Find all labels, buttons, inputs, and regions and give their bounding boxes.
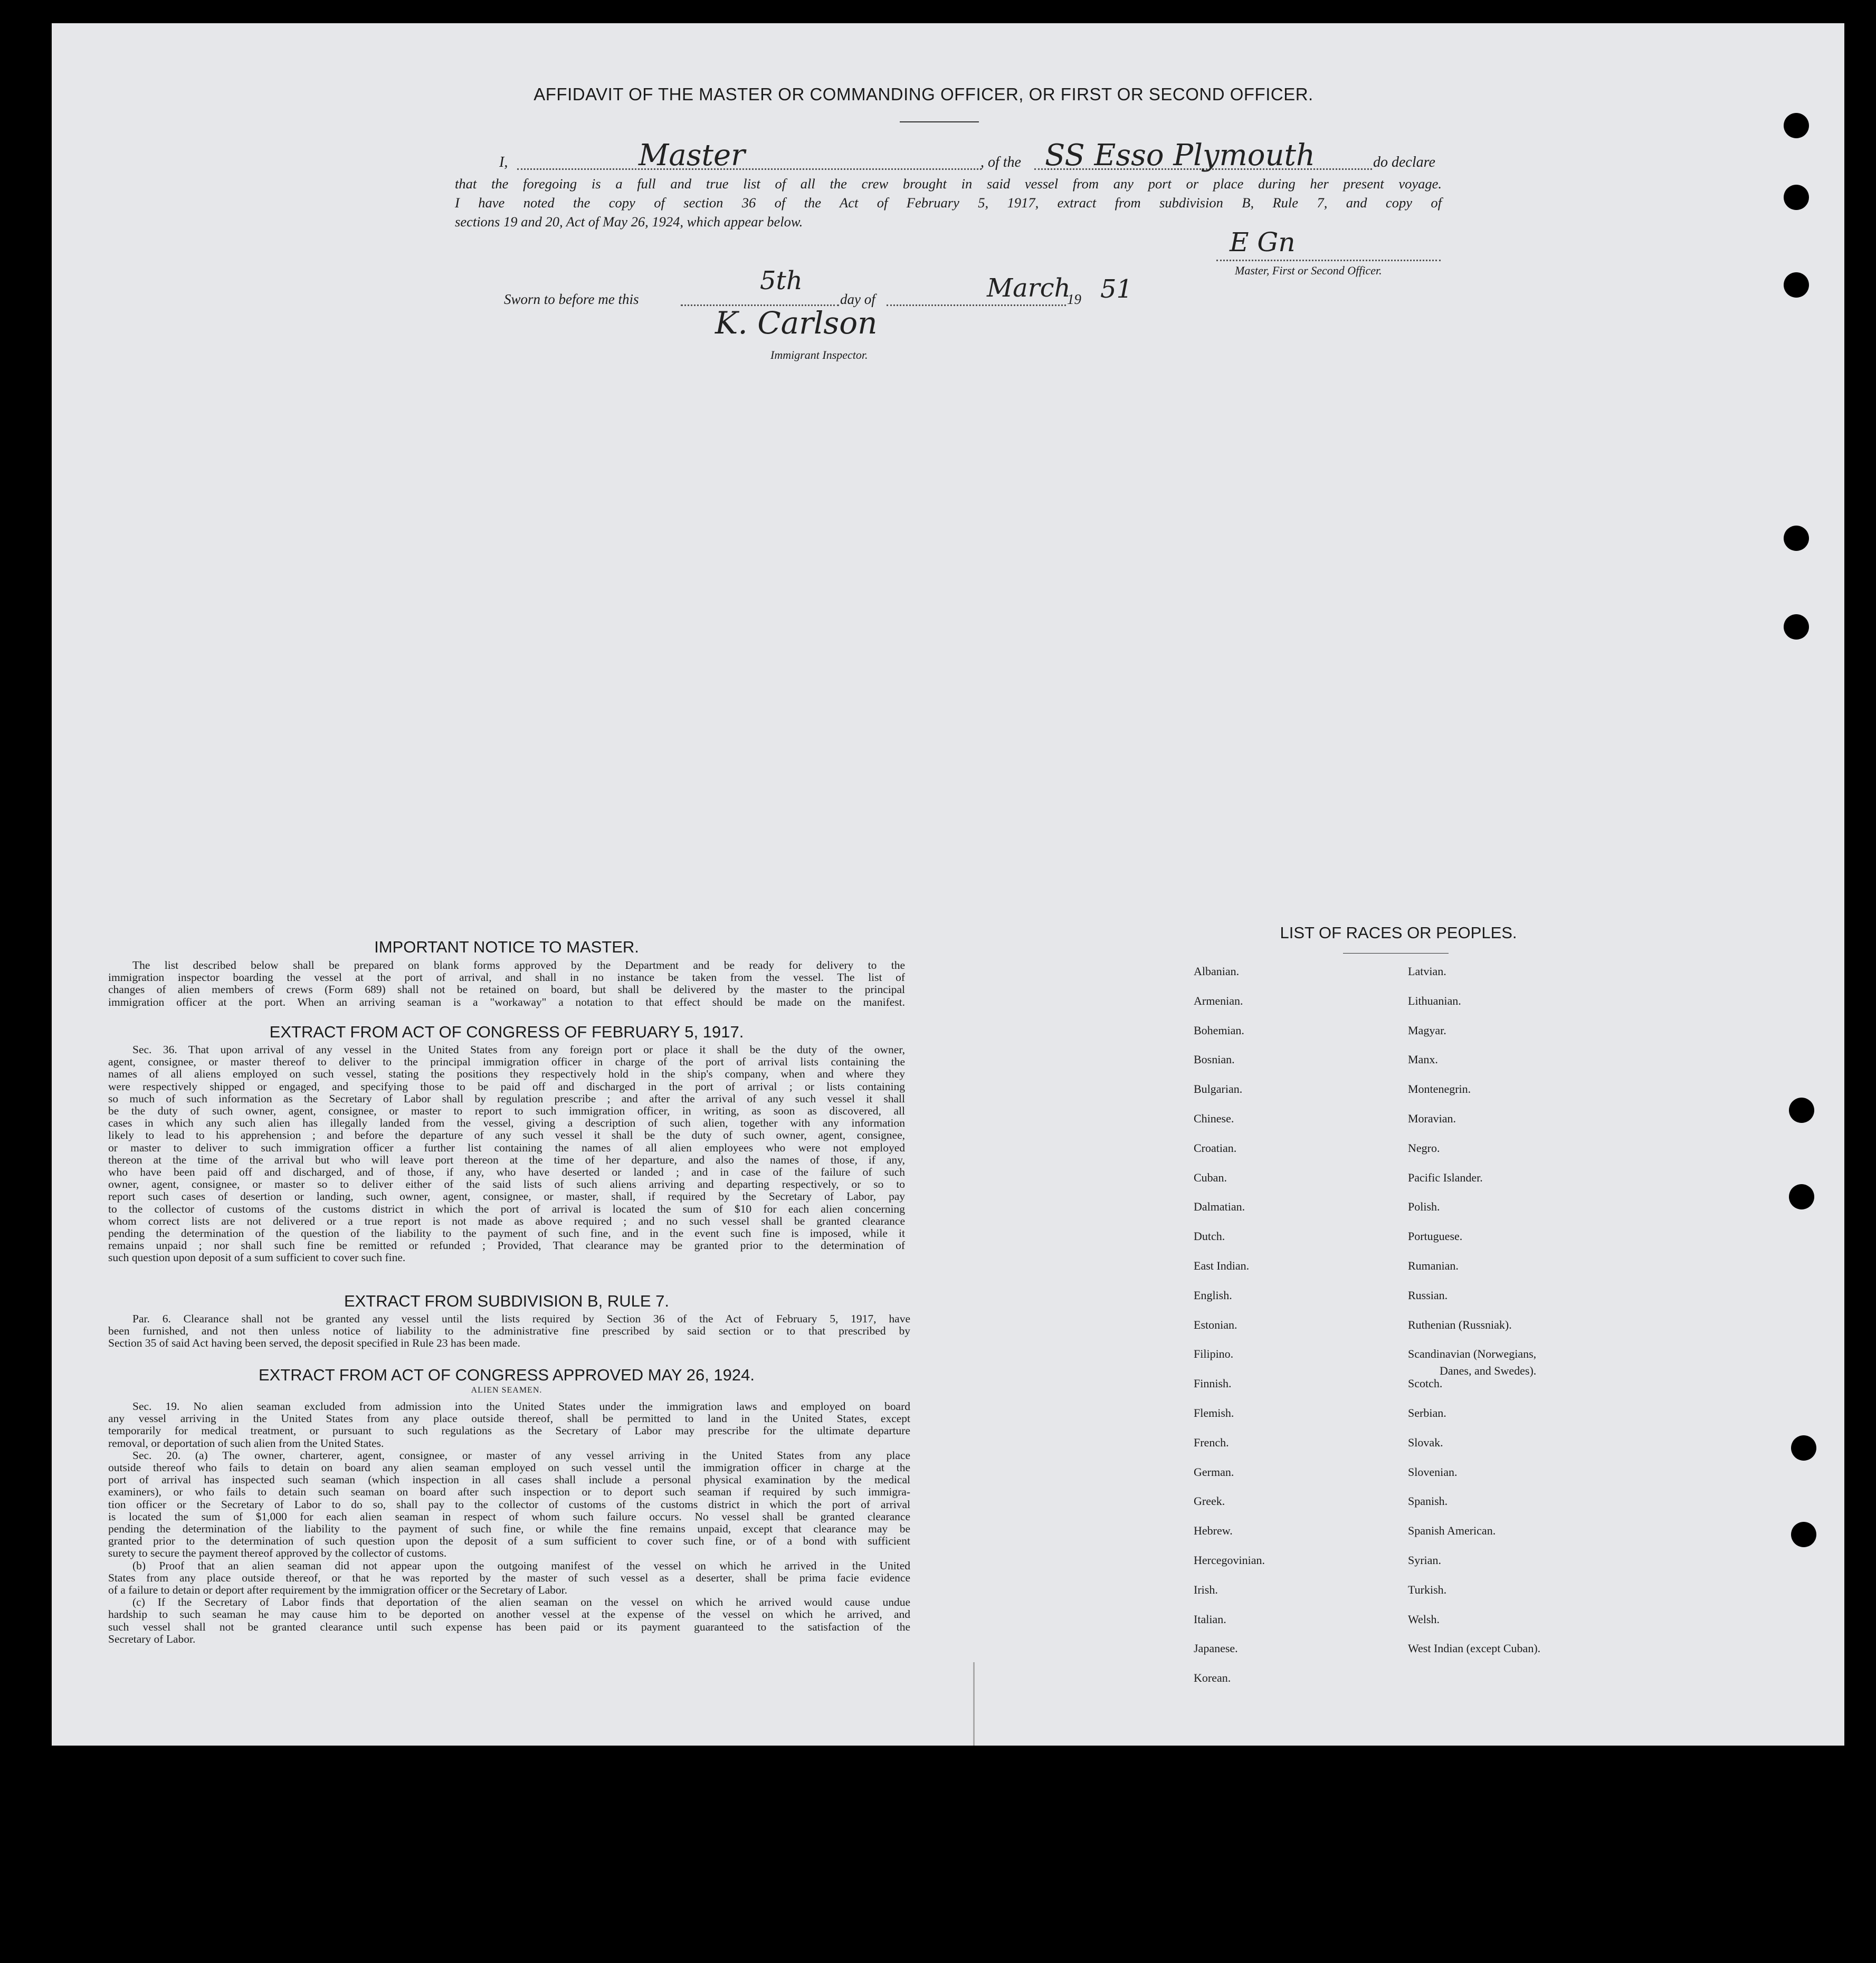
paragraph-line: agent, consignee, or master thereof to deliver to the principal immigration officer in charge of the port of arrival lists containing the: [108, 1056, 905, 1069]
race-item: Bohemian.: [1194, 1024, 1244, 1037]
race-item: Chinese.: [1194, 1112, 1234, 1125]
paragraph-line: removal, or deportation of such alien from the United States.: [108, 1437, 384, 1450]
race-item: Japanese.: [1194, 1642, 1238, 1655]
paragraph-line: tion officer or the Secretary of Labor to do so, shall pay to the collector of customs of the customs district in which the port of arrival: [108, 1498, 910, 1511]
paragraph-line: pending the determination of the question of the liability to the payment of such fine, and in the event such fine is imposed, while it: [108, 1227, 905, 1240]
do-declare-label: do declare: [1373, 154, 1435, 170]
of-the-label: , of the: [980, 154, 1021, 170]
race-item: Greek.: [1194, 1494, 1225, 1508]
punch-hole: [1784, 113, 1809, 138]
inspector-caption: Immigrant Inspector.: [770, 348, 868, 361]
paragraph-line: such vessel shall not be granted clearance until such expense has been paid or its payment guaranteed to the satisfaction of the: [108, 1621, 910, 1633]
paragraph-line: report such cases of desertion or landing, such owner, agent, consignee, or master, shall, if required by the Secretary of Labor, pay: [108, 1190, 905, 1203]
race-item: Dalmatian.: [1194, 1200, 1245, 1213]
day-handwritten: 5th: [760, 266, 803, 296]
race-item: Albanian.: [1194, 965, 1240, 978]
fold-crease: [973, 1662, 975, 1746]
race-item: Hebrew.: [1194, 1524, 1233, 1537]
notice-text: [108, 959, 905, 1008]
notice-line: The list described below shall be prepared on blank forms approved by the Department and be ready for delivery to the: [132, 959, 905, 971]
race-item: Lithuanian.: [1408, 994, 1461, 1007]
name-line: [517, 161, 982, 170]
officer-signature: E Gn: [1230, 227, 1296, 258]
punch-hole: [1791, 1522, 1816, 1547]
extract-1917-title: EXTRACT FROM ACT OF CONGRESS OF FEBRUARY 5, 1917.: [269, 1023, 744, 1041]
extract-1924-title: EXTRACT FROM ACT OF CONGRESS APPROVED MAY 26, 1924.: [258, 1366, 755, 1384]
inspector-signature: K. Carlson: [715, 305, 878, 341]
race-item: Russian.: [1408, 1289, 1448, 1302]
race-item: Flemish.: [1194, 1406, 1234, 1419]
affidavit-line: sections 19 and 20, Act of May 26, 1924, which appear below.: [455, 214, 803, 230]
punch-hole: [1784, 526, 1809, 551]
paragraph-line: whom correct lists are not delivered or a true report is not made as above required ; and no such vessel shall be granted clearance: [108, 1215, 905, 1227]
paragraph-line: any vessel arriving in the United States from any place outside thereof, shall be permitted to land in the United States, except: [108, 1413, 910, 1425]
race-item: Scandinavian (Norwegians,: [1408, 1347, 1537, 1360]
paragraph-line: or master to deliver to such immigration officer a further list containing the names of all alien employees who were not employed: [108, 1141, 905, 1154]
paragraph-line: Section 35 of said Act having been served, the deposit specified in Rule 23 has been made.: [108, 1337, 520, 1350]
paragraph-line: owner, agent, consignee, or master so to deliver either of the said lists of such aliens arriving and departing respectively, or so to: [108, 1178, 905, 1191]
month-handwritten: March: [987, 273, 1071, 303]
race-item: Estonian.: [1194, 1318, 1237, 1331]
paragraph-line: examiners), or who fails to detain such seaman on board after such inspection or to deport such seaman if required by such immigra-: [108, 1486, 910, 1499]
paragraph-line: be the duty of such owner, agent, consignee, or master to report to such immigration officer, in writing, as soon as discovered, all: [108, 1105, 905, 1118]
paragraph-line: temporarily for medical treatment, or pursuant to such regulations as the Secretary of Labor may prescribe for the ultimate departure: [108, 1425, 910, 1437]
punch-hole: [1791, 1435, 1816, 1461]
paragraph-line: hardship to such seaman he may cause him to be deported on another vessel at the expense of the vessel on which he arrived, and: [108, 1608, 910, 1621]
day-of-label: day of: [840, 291, 875, 307]
paragraph-line: Sec. 20. (a) The owner, charterer, agent, consignee, or master of any vessel arriving in the United States from any place: [132, 1449, 910, 1462]
paragraph-line: such question upon deposit of a sum sufficient to cover such fine.: [108, 1252, 406, 1264]
race-item: Dutch.: [1194, 1230, 1225, 1243]
officer-caption: Master, First or Second Officer.: [1235, 264, 1382, 277]
paragraph-line: Par. 6. Clearance shall not be granted any vessel until the lists required by Section 36 of the Act of February 5, 1917, have: [132, 1313, 910, 1325]
punch-hole: [1789, 1184, 1814, 1209]
race-item: English.: [1194, 1289, 1232, 1302]
notice-line: immigration officer at the port. When an arriving seaman is a "workaway" a notation to that effect should be made on the manifest.: [108, 996, 905, 1008]
affidavit-body: [455, 174, 1442, 231]
races-title: LIST OF RACES OR PEOPLES.: [1280, 923, 1517, 942]
paragraph-line: names of all aliens employed on such vessel, stating the positions they respectively hold in the ship's company, when and where they: [108, 1068, 905, 1081]
race-item: Hercegovinian.: [1194, 1554, 1265, 1567]
paragraph-line: (c) If the Secretary of Labor finds that deportation of the alien seaman on the vessel on which he arrived would cause undue: [132, 1596, 910, 1609]
race-item: Serbian.: [1408, 1406, 1446, 1419]
paragraph-line: been furnished, and not then unless notice of liability to the administrative fine prescribed by said section or to that prescribed by: [108, 1325, 910, 1338]
i-label: I,: [499, 154, 508, 170]
paragraph-line: port of arrival has inspected such seaman (which inspection in all cases shall include a personal physical examination by the medical: [108, 1474, 910, 1486]
race-item: Rumanian.: [1408, 1259, 1459, 1272]
race-item: Italian.: [1194, 1613, 1226, 1626]
year-handwritten: 51: [1100, 274, 1133, 304]
race-item: Spanish.: [1408, 1494, 1448, 1508]
race-item: Slovak.: [1408, 1436, 1443, 1449]
race-item: Latvian.: [1408, 965, 1446, 978]
affidavit-title: AFFIDAVIT OF THE MASTER OR COMMANDING OFFICER, OR FIRST OR SECOND OFFICER.: [534, 84, 1313, 104]
notice-title: IMPORTANT NOTICE TO MASTER.: [374, 938, 639, 956]
race-item: German.: [1194, 1465, 1234, 1479]
affidavit-line: I have noted the copy of section 36 of the Act of February 5, 1917, extract from subdivision B, Rule 7, and copy of: [455, 195, 1442, 211]
race-item: Syrian.: [1408, 1554, 1441, 1567]
race-item: Welsh.: [1408, 1613, 1440, 1626]
notice-line: immigration inspector boarding the vessel at the port of arrival, and shall in no instance be taken from the vessel. The list of: [108, 971, 905, 984]
race-item: Pacific Islander.: [1408, 1171, 1483, 1184]
race-item: East Indian.: [1194, 1259, 1250, 1272]
paragraph-line: of a failure to detain or deport after requirement by the immigration officer or the Secretary of Labor.: [108, 1584, 568, 1597]
race-item: Magyar.: [1408, 1024, 1446, 1037]
race-item: French.: [1194, 1436, 1229, 1449]
paragraph-line: cases in which any such alien has illegally landed from the vessel, giving a description of such alien, together with any information: [108, 1117, 905, 1130]
punch-hole: [1784, 185, 1809, 210]
paragraph-line: surety to secure the payment thereof approved by the collector of customs.: [108, 1547, 447, 1560]
paragraph-line: thereon at the time of the arrival but who will leave port thereon at the time of her departure, and also the names of those, if any,: [108, 1154, 905, 1166]
race-item: Danes, and Swedes).: [1440, 1364, 1537, 1377]
race-item: Bulgarian.: [1194, 1082, 1243, 1095]
paragraph-line: (b) Proof that an alien seaman did not appear upon the outgoing manifest of the vessel on which he arrived in the United: [132, 1559, 910, 1572]
paragraph-line: remains unpaid ; nor shall such fine be remitted or refunded ; Provided, That clearance may be granted prior to the determination of: [108, 1240, 905, 1252]
notice-line: changes of alien members of crews (Form 689) shall not be retained on board, but shall be delivered by the master to the principal: [108, 984, 905, 996]
races-divider: [1343, 953, 1449, 954]
race-item: Filipino.: [1194, 1347, 1234, 1360]
race-item: Finnish.: [1194, 1377, 1232, 1390]
punch-hole: [1784, 272, 1809, 298]
paragraph-line: granted prior to the determination of such question upon the deposit of a sum sufficient to cover such fine, or of a bond with sufficient: [108, 1535, 910, 1548]
name-handwritten: Master: [639, 138, 745, 173]
race-item: Irish.: [1194, 1583, 1218, 1596]
punch-hole: [1784, 614, 1809, 640]
extract-rule7-title: EXTRACT FROM SUBDIVISION B, RULE 7.: [344, 1292, 670, 1310]
extract-1924-subtitle: ALIEN SEAMEN.: [471, 1386, 542, 1395]
extract-1917-text: [108, 1044, 905, 1264]
paragraph-line: were respectively shipped or engaged, and specifying those to be paid off and discharged in the port of arrival ; or lists containing: [108, 1080, 905, 1093]
race-item: Slovenian.: [1408, 1465, 1458, 1479]
title-divider: [900, 121, 979, 122]
race-item: Negro.: [1408, 1141, 1440, 1155]
paragraph-line: who have been paid off and discharged, and of those, if any, who have deserted or landed ; and in case of the failure of such: [108, 1166, 905, 1179]
paragraph-line: is located the sum of $1,000 for each alien seaman in respect of whom such failure occurs. No vessel shall be granted clearance: [108, 1510, 910, 1523]
sworn-label: Sworn to before me this: [504, 291, 639, 307]
year-prefix: 19: [1067, 291, 1081, 307]
race-item: Polish.: [1408, 1200, 1440, 1213]
race-item: Korean.: [1194, 1671, 1231, 1684]
race-item: Moravian.: [1408, 1112, 1456, 1125]
paragraph-line: Sec. 36. That upon arrival of any vessel in the United States from any foreign port or place it shall be the duty of the owner,: [132, 1044, 905, 1056]
race-item: Cuban.: [1194, 1171, 1227, 1184]
race-item: Croatian.: [1194, 1141, 1237, 1155]
paragraph-line: pending the determination of the liability to the payment of such fine, or while the fine remains unpaid, except that clearance may be: [108, 1523, 910, 1536]
race-item: Manx.: [1408, 1053, 1438, 1066]
paragraph-line: outside thereof who fails to detain on board any alien seaman employed on such vessel until the immigration officer in charge at the: [108, 1462, 910, 1474]
race-item: Turkish.: [1408, 1583, 1447, 1596]
paragraph-line: likely to lead to his apprehension ; and before the departure of any such vessel it shall be the duty of such owner, agent, consignee,: [108, 1129, 905, 1142]
race-item: Spanish American.: [1408, 1524, 1496, 1537]
vessel-handwritten: SS Esso Plymouth: [1045, 138, 1316, 173]
race-item: Portuguese.: [1408, 1230, 1463, 1243]
race-item: Ruthenian (Russniak).: [1408, 1318, 1512, 1331]
extract-rule7-text: [108, 1313, 910, 1350]
paragraph-line: so much of such information as the Secretary of Labor shall by regulation prescribe ; and after the arrival of any such vessel it shall: [108, 1092, 905, 1105]
race-item: Montenegrin.: [1408, 1082, 1471, 1095]
affidavit-line: that the foregoing is a full and true list of all the crew brought in said vessel from any port or place during her present voyage.: [455, 176, 1442, 192]
race-item: Bosnian.: [1194, 1053, 1235, 1066]
paragraph-line: Sec. 19. No alien seaman excluded from admission into the United States under the immigration laws and employed on board: [132, 1400, 910, 1413]
extract-1924-text: [108, 1400, 910, 1645]
paragraph-line: States from any place outside thereof, or that he was reported by the master of such vessel as a deserter, shall be prima facie evidence: [108, 1571, 910, 1584]
race-item: Scotch.: [1408, 1377, 1443, 1390]
punch-hole: [1789, 1098, 1814, 1123]
race-item: Armenian.: [1194, 994, 1243, 1007]
race-item: West Indian (except Cuban).: [1408, 1642, 1541, 1655]
paragraph-line: to the collector of customs of the customs district in which the port of arrival is located the sum of $10 for each alien concerning: [108, 1203, 905, 1215]
officer-signature-line: [1216, 252, 1441, 261]
paragraph-line: Secretary of Labor.: [108, 1633, 196, 1645]
